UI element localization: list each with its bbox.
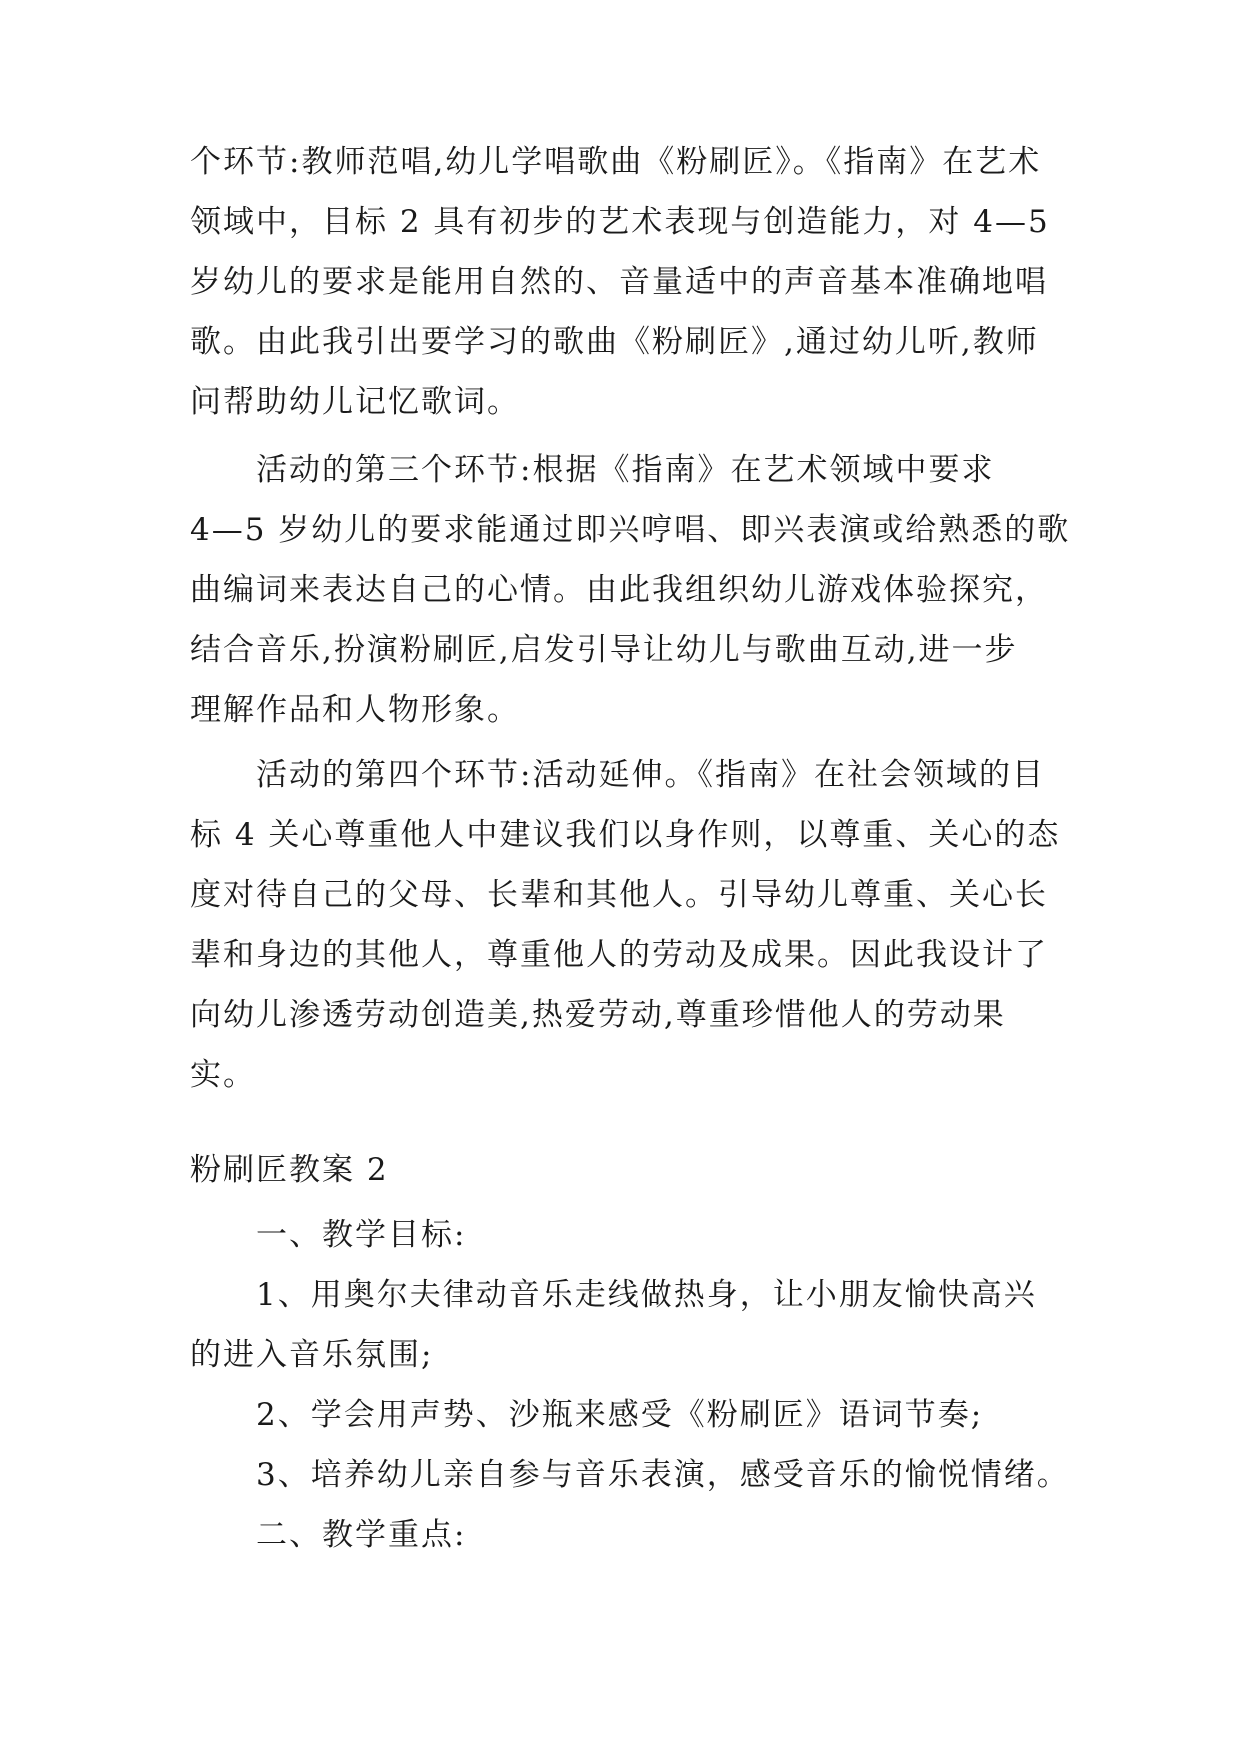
text-line: 个环节:教师范唱,幼儿学唱歌曲《粉刷匠》。《指南》在艺术 xyxy=(190,144,1042,180)
section-heading: 二、教学重点: xyxy=(256,1517,467,1553)
list-item: 3、培养幼儿亲自参与音乐表演，感受音乐的愉悦情绪。 xyxy=(256,1457,1070,1493)
text-line: 曲编词来表达自己的心情。由此我组织幼儿游戏体验探究， xyxy=(190,572,1048,608)
paragraph-second-step xyxy=(190,132,1060,432)
text-line: 理解作品和人物形象。 xyxy=(190,692,520,728)
list-item: 2、学会用声势、沙瓶来感受《粉刷匠》语词节奏; xyxy=(256,1397,984,1433)
text-line: 歌。由此我引出要学习的歌曲《粉刷匠》,通过幼儿听,教师 xyxy=(190,324,1039,360)
text-line: 标 4 关心尊重他人中建议我们以身作则，以尊重、关心的态 xyxy=(190,817,1061,853)
text-line: 领域中，目标 2 具有初步的艺术表现与创造能力，对 4—5 xyxy=(190,204,1050,240)
list-item: 1、用奥尔夫律动音乐走线做热身，让小朋友愉快高兴 xyxy=(256,1277,1037,1313)
section-heading: 一、教学目标: xyxy=(256,1217,467,1253)
teaching-goals xyxy=(190,1205,1070,1565)
paragraph-third-step xyxy=(190,440,1071,740)
text-line: 向幼儿渗透劳动创造美,热爱劳动,尊重珍惜他人的劳动果 xyxy=(190,997,1006,1033)
document-title: 粉刷匠教案 2 xyxy=(190,1152,389,1188)
text-line: 岁幼儿的要求是能用自然的、音量适中的声音基本准确地唱 xyxy=(190,264,1048,300)
paragraph-fourth-step xyxy=(190,745,1060,1105)
text-line: 活动的第四个环节:活动延伸。《指南》在社会领域的目 xyxy=(256,757,1045,793)
text-line: 结合音乐,扮演粉刷匠,启发引导让幼儿与歌曲互动,进一步 xyxy=(190,632,1018,668)
text-line: 实。 xyxy=(190,1057,256,1093)
section-title xyxy=(190,1140,1060,1200)
text-line: 问帮助幼儿记忆歌词。 xyxy=(190,384,520,420)
text-line: 辈和身边的其他人，尊重他人的劳动及成果。因此我设计了 xyxy=(190,937,1048,973)
text-line: 活动的第三个环节:根据《指南》在艺术领域中要求 xyxy=(256,452,995,488)
list-item-continuation: 的进入音乐氛围; xyxy=(190,1337,434,1373)
text-line: 度对待自己的父母、长辈和其他人。引导幼儿尊重、关心长 xyxy=(190,877,1048,913)
text-line: 4—5 岁幼儿的要求能通过即兴哼唱、即兴表演或给熟悉的歌 xyxy=(190,512,1071,548)
